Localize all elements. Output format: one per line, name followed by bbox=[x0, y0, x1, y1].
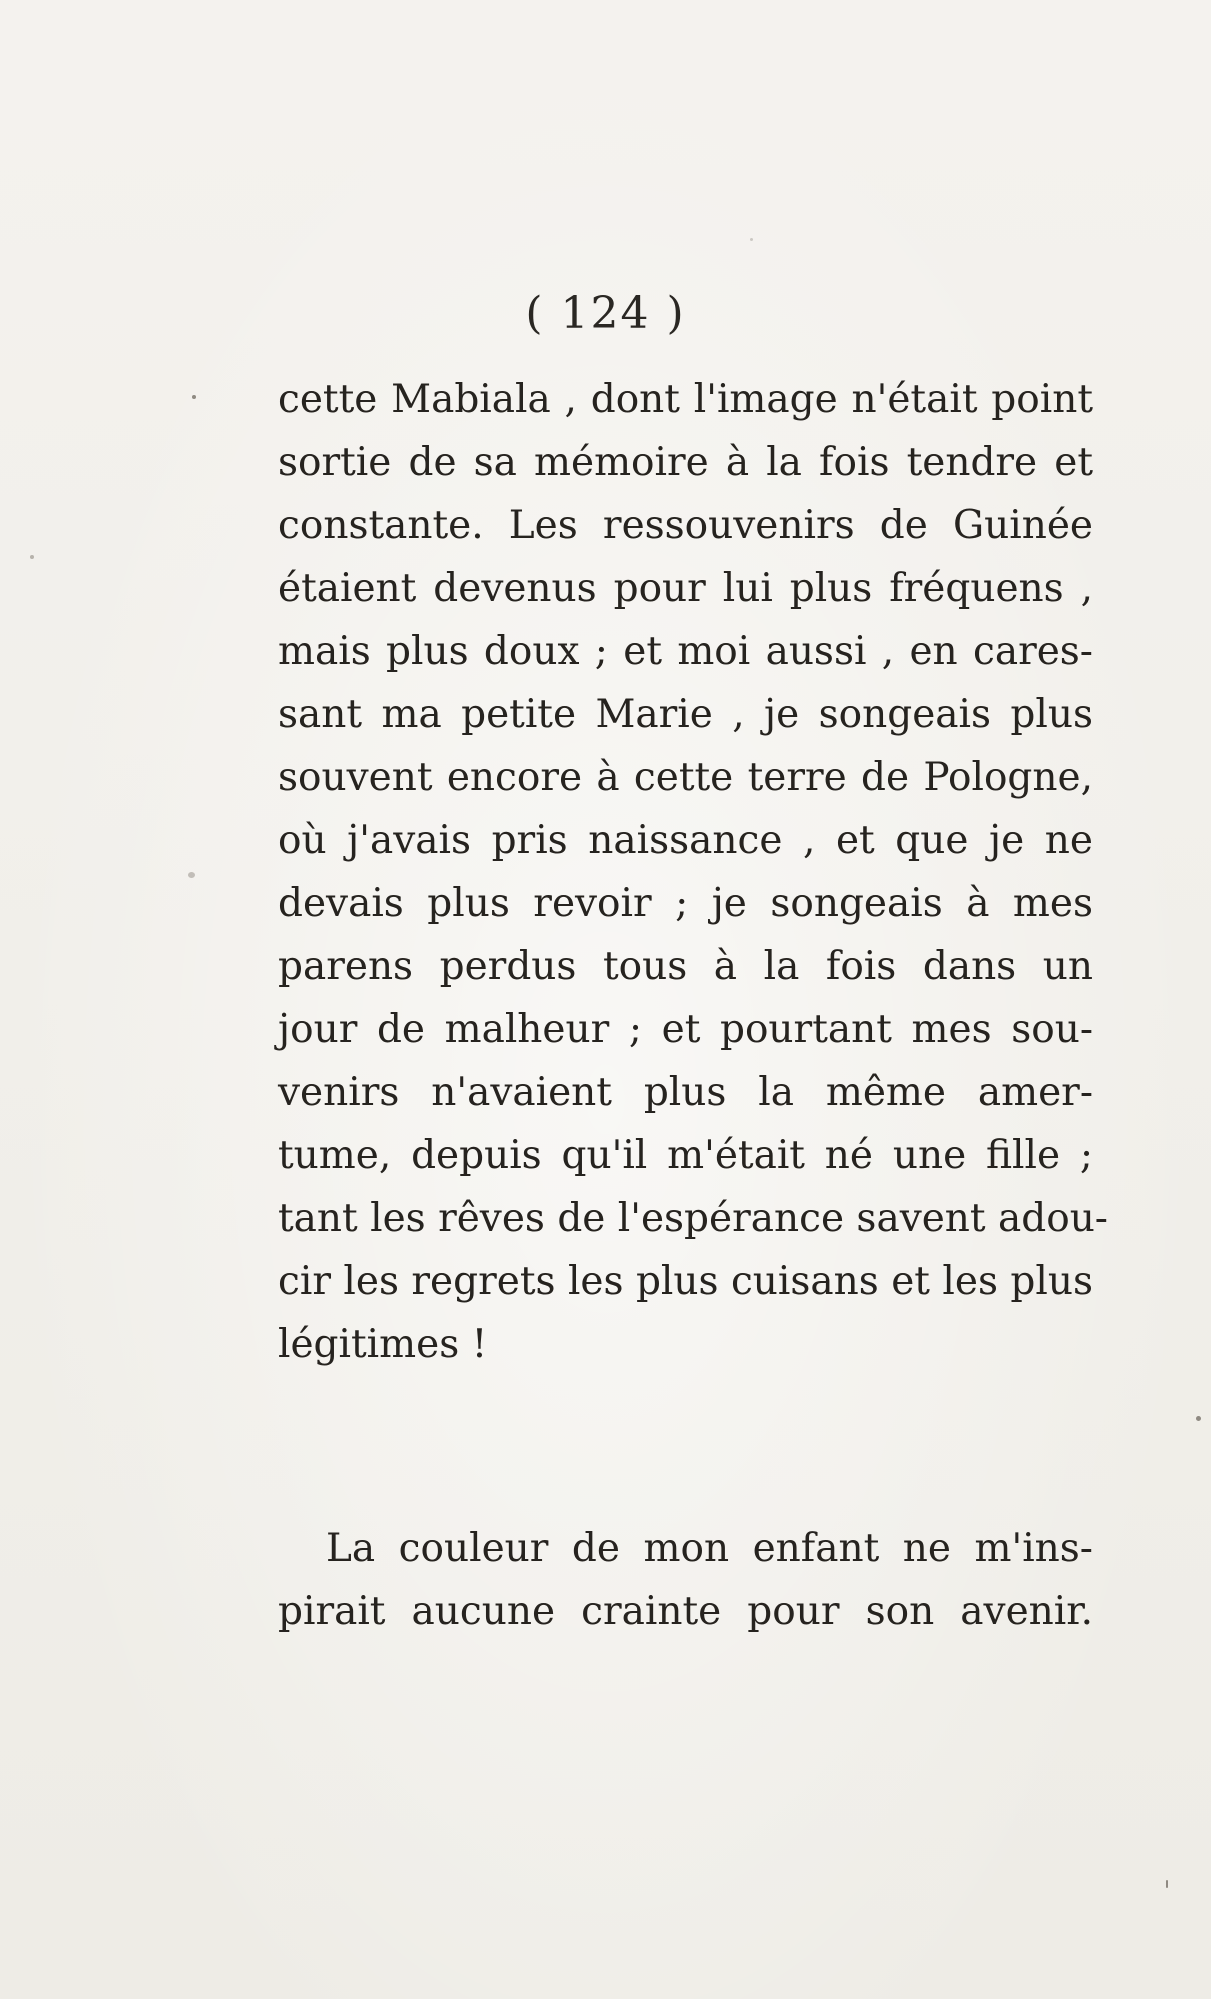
text-line: venirs n'avaient plus la même amer- bbox=[278, 1070, 1093, 1115]
text-line: cette Mabiala , dont l'image n'était point bbox=[278, 377, 1093, 422]
paragraph-1 bbox=[278, 368, 1108, 1376]
text-line: légitimes ! bbox=[278, 1322, 488, 1367]
text-line: cir les regrets les plus cuisans et les plus bbox=[278, 1259, 1093, 1304]
text-line: constante. Les ressouvenirs de Guinée bbox=[278, 503, 1093, 548]
paper-speck bbox=[1166, 1880, 1168, 1888]
text-line: tant les rêves de l'espérance savent adou- bbox=[278, 1196, 1108, 1241]
paper-speck bbox=[750, 238, 753, 241]
text-line: jour de malheur ; et pourtant mes sou- bbox=[278, 1007, 1093, 1052]
paper-speck bbox=[30, 555, 34, 559]
text-line: souvent encore à cette terre de Pologne, bbox=[278, 755, 1093, 800]
paper-speck bbox=[188, 872, 195, 878]
text-line: mais plus doux ; et moi aussi , en cares- bbox=[278, 629, 1093, 674]
text-line: La couleur de mon enfant ne m'ins- bbox=[326, 1526, 1093, 1571]
text-line: sortie de sa mémoire à la fois tendre et bbox=[278, 440, 1093, 485]
text-line: étaient devenus pour lui plus fréquens , bbox=[278, 566, 1093, 611]
text-line: parens perdus tous à la fois dans un bbox=[278, 944, 1093, 989]
text-line: sant ma petite Marie , je songeais plus bbox=[278, 692, 1093, 737]
paper-speck bbox=[1196, 1416, 1201, 1421]
text-line: devais plus revoir ; je songeais à mes bbox=[278, 881, 1093, 926]
paper-speck bbox=[192, 395, 196, 399]
text-line: pirait aucune crainte pour son avenir. bbox=[278, 1589, 1093, 1634]
paragraph-2 bbox=[278, 1517, 1093, 1643]
text-line: tume, depuis qu'il m'était né une fille ; bbox=[278, 1133, 1093, 1178]
page-number: ( 124 ) bbox=[525, 288, 686, 339]
text-line: où j'avais pris naissance , et que je ne bbox=[278, 818, 1093, 863]
